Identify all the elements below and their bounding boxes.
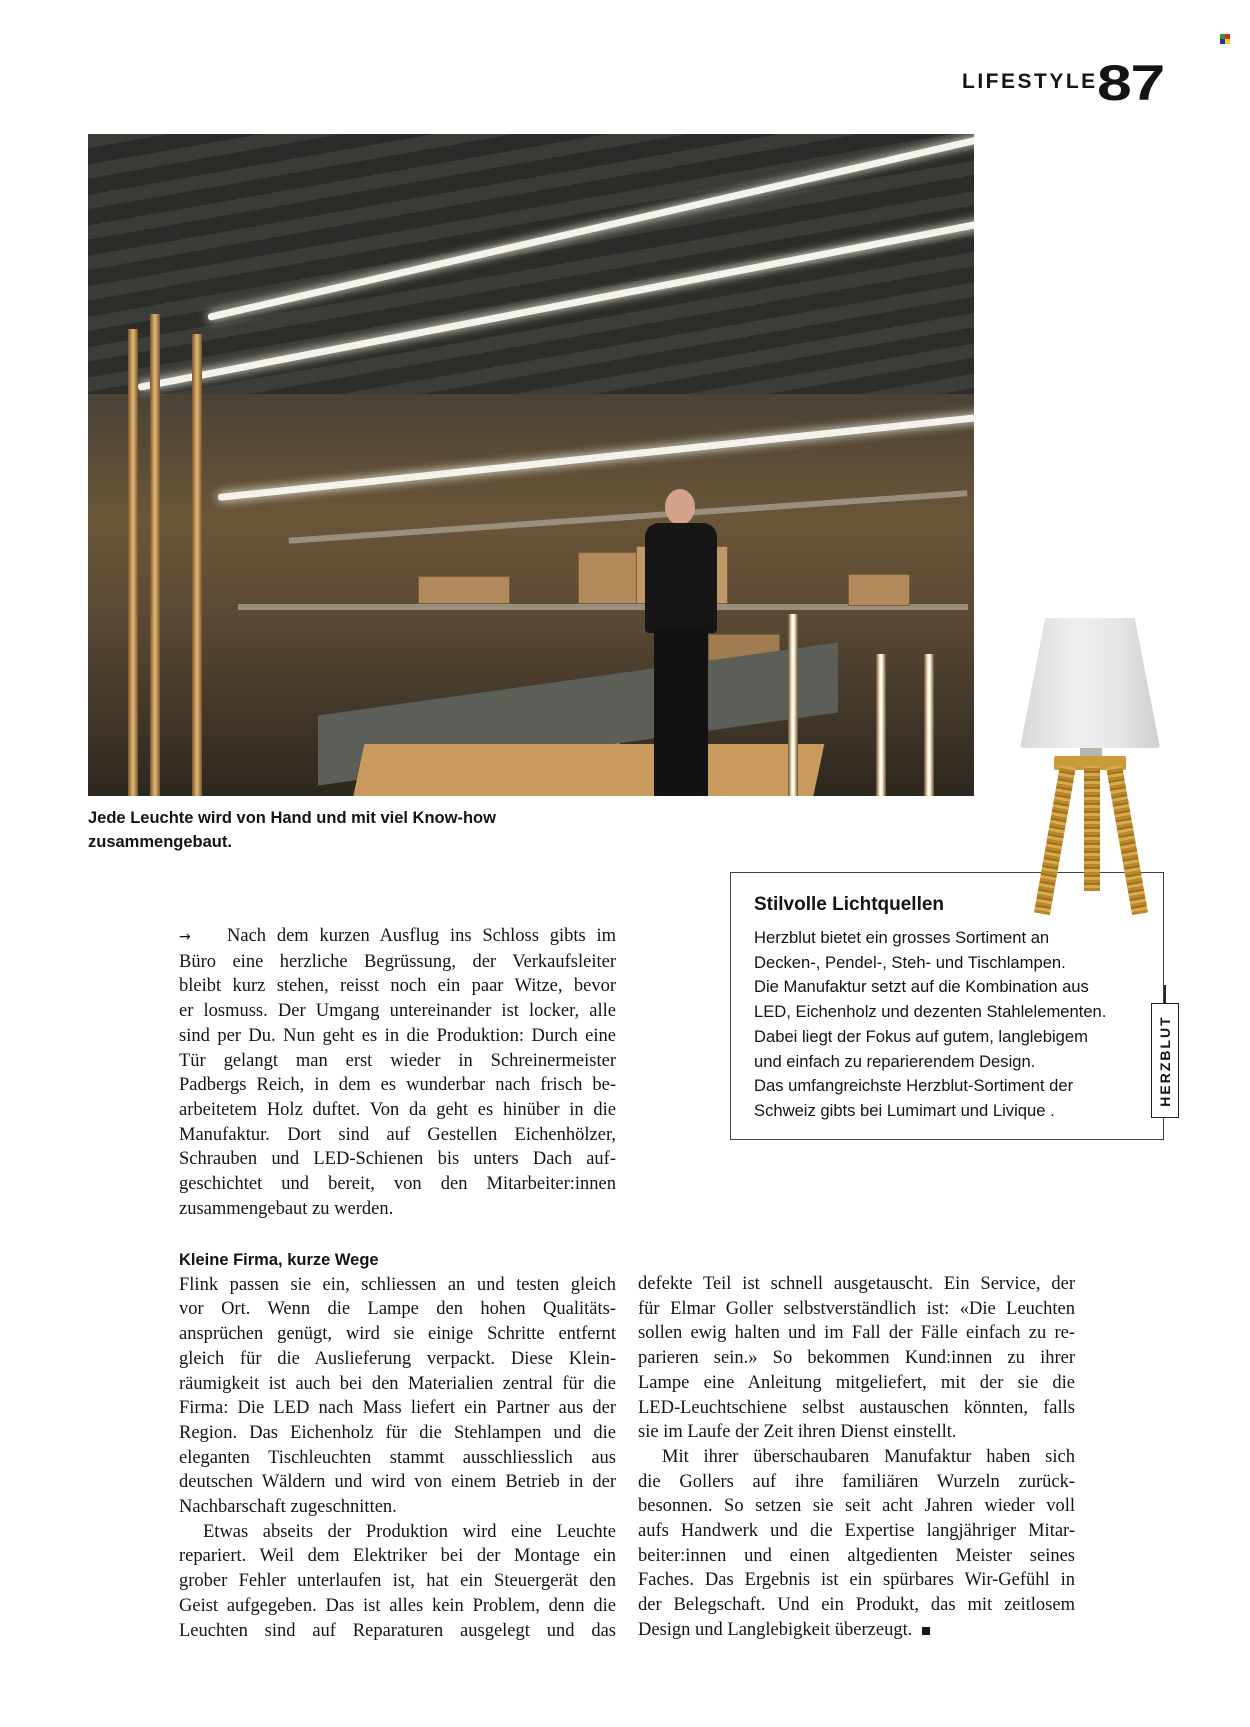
- text-line: Schrauben und LED-Schienen bis unters Dach auf-: [179, 1149, 616, 1170]
- text-line: sollen ewig halten und im Fall der Fälle einfach zu re-: [638, 1323, 1075, 1344]
- infobox-line: und einfach zu reparierendem Design.: [754, 1051, 1036, 1071]
- infobox-line: Das umfangreichste Herzblut-Sortiment der: [754, 1076, 1074, 1096]
- article-subheading: Kleine Firma, kurze Wege: [179, 1251, 379, 1269]
- text-line: der Belegschaft. Und ein Produkt, das mit zeitlosem: [638, 1595, 1075, 1616]
- brand-tag: [1151, 1003, 1179, 1118]
- workshop-photo: [88, 134, 974, 796]
- text-line: räumigkeit ist auch bei den Materialien zentral für die: [179, 1373, 616, 1394]
- end-of-article-icon: [922, 1627, 930, 1635]
- text-line: repariert. Weil dem Elektriker bei der Montage ein: [179, 1546, 616, 1567]
- brand-tag-connector: [1164, 985, 1166, 1003]
- photo-shelf: [289, 490, 968, 543]
- article-column-2: [638, 1272, 1075, 1643]
- photo-caption: [88, 806, 568, 854]
- text-line: Tür gelangt man erst wieder in Schreinermeister: [179, 1050, 616, 1071]
- text-line: Faches. Das Ergebnis ist ein spürbares Wir-Gefühl in: [638, 1570, 1075, 1591]
- photo-floor-lamp: [128, 329, 138, 796]
- text-line: Nachbarschaft zugeschnitten.: [179, 1497, 397, 1518]
- infobox-line: Die Manufaktur setzt auf die Kombination aus: [754, 977, 1089, 997]
- text-line: defekte Teil ist schnell ausgetauscht. Ein Service, der: [638, 1274, 1075, 1294]
- photo-floor-lamp-lit: [924, 654, 934, 796]
- article-intro: [179, 924, 616, 1221]
- text-line: besonnen. So setzen sie seit acht Jahren wieder voll: [638, 1496, 1075, 1517]
- text-line: geschichtet und bereit, von den Mitarbeiter:innen: [179, 1174, 616, 1195]
- text-line: Firma: Die LED nach Mass liefert ein Partner aus der: [179, 1398, 616, 1419]
- section-label: LIFESTYLE: [962, 70, 1098, 93]
- text-line: aufs Handwerk und die Expertise langjähriger Mitar-: [638, 1521, 1075, 1542]
- text-line: gleich für die Auslieferung verpackt. Diese Klein-: [179, 1348, 616, 1369]
- text-line: er losmuss. Der Umgang untereinander ist locker, alle: [179, 1001, 616, 1022]
- color-swatch-yellow: [1225, 39, 1230, 44]
- caption-line: Jede Leuchte wird von Hand und mit viel Know-how: [88, 809, 496, 827]
- text-line: Nach dem kurzen Ausflug ins Schloss gibts im: [227, 926, 616, 946]
- text-line: Mit ihrer überschaubaren Manufaktur haben sich: [662, 1446, 1075, 1467]
- text-line: Manufaktur. Dort sind auf Gestellen Eichenhölzer,: [179, 1124, 616, 1145]
- text-line: sind per Du. Nun geht es in die Produktion: Durch eine: [179, 1025, 616, 1046]
- text-line: sie im Laufe der Zeit ihren Dienst einstellt.: [638, 1422, 957, 1443]
- product-lamp-image: [1010, 614, 1170, 914]
- infobox-title: Stilvolle Lichtquellen: [754, 894, 945, 915]
- text-line: deutschen Wäldern und wird von einem Betrieb in der: [179, 1472, 616, 1493]
- photo-light-tube: [218, 411, 974, 501]
- text-line: Büro eine herzliche Begrüssung, der Verkaufsleiter: [179, 951, 616, 972]
- photo-box: [418, 576, 510, 604]
- photo-floor-lamp-lit: [876, 654, 886, 796]
- text-line: die Gollers auf ihre familiären Wurzeln zurück-: [638, 1471, 1075, 1492]
- photo-box: [848, 574, 910, 606]
- text-line: bleibt kurz stehen, reisst noch ein paar Witze, bevor: [179, 976, 616, 997]
- lamp-leg: [1084, 766, 1100, 891]
- text-line: Padbergs Reich, in dem es wunderbar nach frisch be-: [179, 1075, 616, 1096]
- continuation-arrow-icon: →: [179, 929, 191, 945]
- text-line: arbeitetem Holz duftet. Von da geht es hinüber in die: [179, 1099, 616, 1120]
- text-line: LED-Leuchtschiene selbst austauschen könnten, falls: [638, 1397, 1075, 1418]
- infobox-body: [754, 926, 1154, 1124]
- text-line: Lampe eine Anleitung mitgeliefert, mit der sie die: [638, 1372, 1075, 1393]
- photo-floor-lamp: [150, 314, 160, 796]
- photo-floor-lamp-lit: [788, 614, 798, 796]
- text-line: Design und Langlebigkeit überzeugt.: [638, 1619, 913, 1640]
- infobox-line: Decken-, Pendel-, Steh- und Tischlampen.: [754, 952, 1066, 972]
- infobox-line: Herzblut bietet ein grosses Sortiment an: [754, 928, 1050, 947]
- text-line: Region. Das Eichenholz für die Stehlampen und die: [179, 1422, 616, 1443]
- text-line: für Elmar Goller selbstverständlich ist: «Die Leuchten: [638, 1298, 1075, 1319]
- text-line: eleganten Tischleuchten stammt ausschliesslich aus: [179, 1447, 616, 1468]
- text-line: vor Ort. Wenn die Lampe den hohen Qualitäts-: [179, 1299, 616, 1320]
- text-line: Etwas abseits der Produktion wird eine Leuchte: [203, 1521, 616, 1542]
- lamp-leg: [1106, 765, 1148, 915]
- lamp-leg: [1034, 765, 1076, 915]
- text-line: parieren sein.» So bekommen Kund:innen zu ihrer: [638, 1348, 1075, 1369]
- infobox-line: Schweiz gibts bei Lumimart und Livique .: [754, 1100, 1055, 1120]
- brand-tag-label: HERZBLUT: [1157, 1014, 1173, 1107]
- photo-box: [578, 552, 638, 604]
- photo-craftsman: [640, 489, 720, 796]
- text-line: Leuchten sind auf Reparaturen ausgelegt und das: [179, 1620, 616, 1641]
- infobox-line: LED, Eichenholz und dezenten Stahlelementen.: [754, 1002, 1107, 1022]
- photo-floor-lamp: [192, 334, 202, 796]
- text-line: Geist aufgegeben. Das ist alles kein Problem, denn die: [179, 1595, 616, 1616]
- text-line: Flink passen sie ein, schliessen an und testen gleich: [179, 1274, 616, 1295]
- infobox-line: Dabei liegt der Fokus auf gutem, langlebigem: [754, 1026, 1088, 1046]
- print-color-mark: [1220, 34, 1230, 44]
- lamp-shade: [1020, 618, 1160, 748]
- article-column-1: [179, 1248, 616, 1643]
- caption-line: zusammengebaut.: [88, 833, 232, 851]
- text-line: ansprüchen genügt, wird sie einige Schritte entfernt: [179, 1324, 616, 1345]
- text-line: zusammengebaut zu werden.: [179, 1198, 394, 1219]
- photo-workbench: [352, 744, 825, 796]
- text-line: grober Fehler unterlaufen ist, hat ein Steuergerät den: [179, 1571, 616, 1592]
- page-number: 87: [1097, 55, 1165, 111]
- text-line: beiter:innen und einen altgedienten Meister seines: [638, 1545, 1075, 1566]
